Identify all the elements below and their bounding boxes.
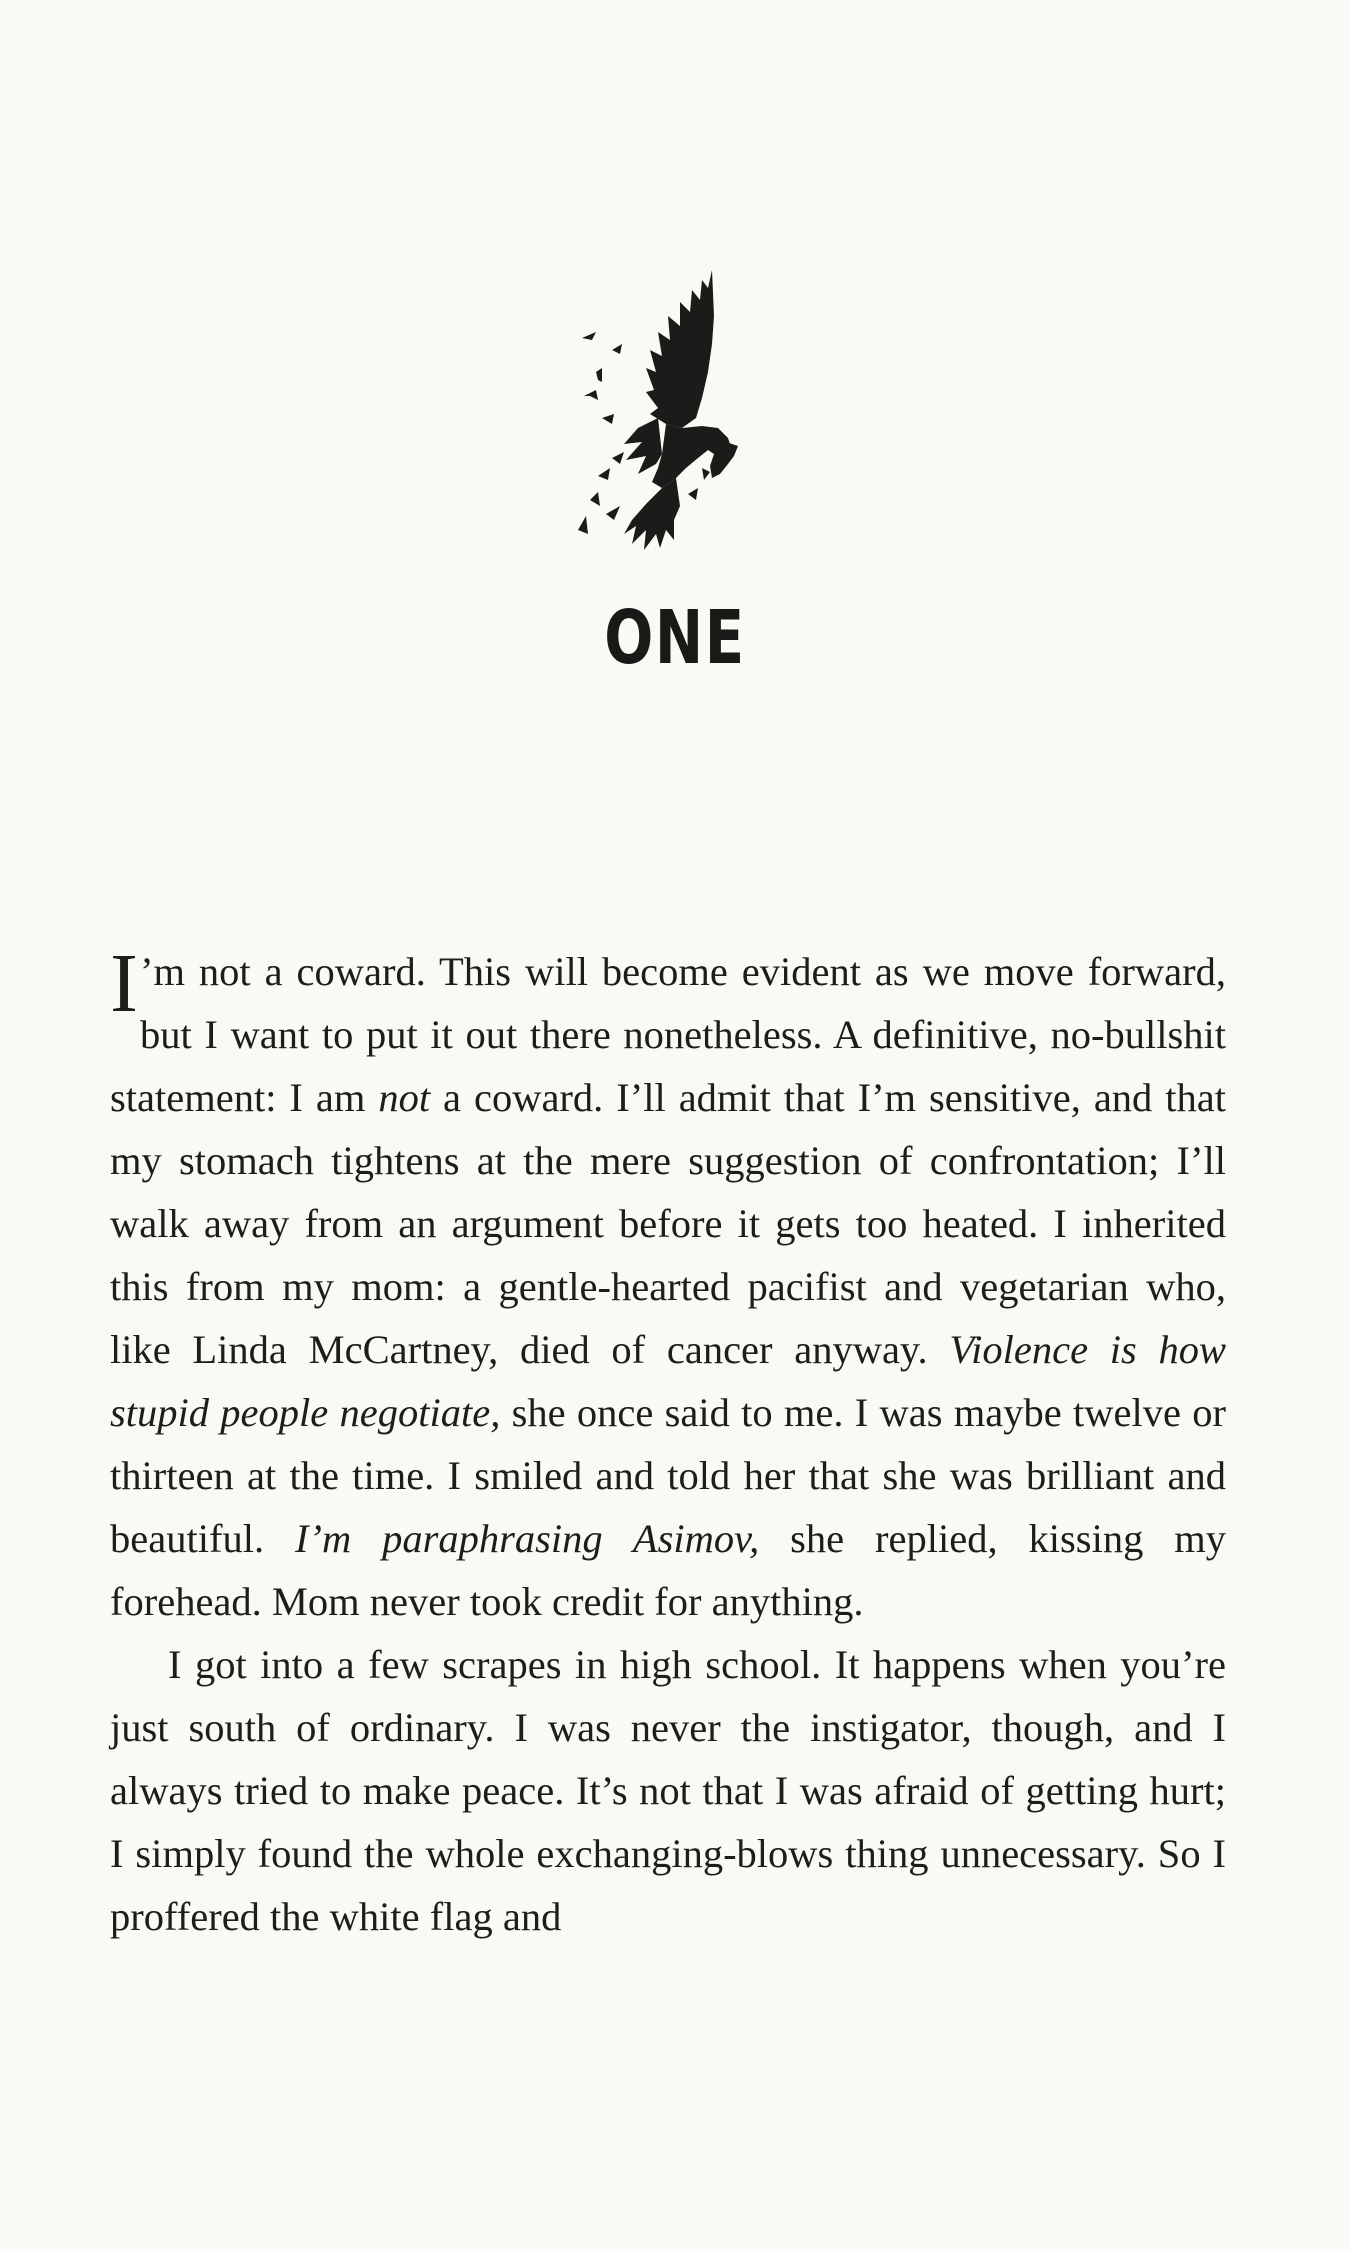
drop-cap: I	[110, 937, 138, 1030]
text-segment: she replied, kissing my forehead. Mom never took credit for anything.	[110, 1516, 1226, 1624]
italic-segment: I’m paraphrasing Asimov,	[295, 1516, 760, 1561]
text-segment: ’m not a coward. This will become evident as we move forward, but I want to put it out there nonetheless. A definitive, no-bullshit statement: I am	[110, 949, 1226, 1120]
chapter-title: ONE	[604, 595, 746, 681]
paragraph-1	[110, 937, 1227, 1633]
paragraph-2: I got into a few scrapes in high school. It happens when you’re just south of ordinary. I was never the instigator, though, and I always tried to make peace. It’s not that I was afraid of getting hurt; I simply found the whole exchanging-blows thing unnecessary. So I proffered the white flag and	[110, 1642, 1226, 1939]
italic-segment: not	[378, 1075, 431, 1120]
crow-icon	[562, 268, 772, 573]
text-segment: she once said to me. I was maybe twelve or thirteen at the time. I smiled and told her that she was brilliant and beautiful.	[110, 1390, 1226, 1561]
text-segment: a coward. I’ll admit that I’m sensitive, and that my stomach tightens at the mere suggestion of confrontation; I’ll walk away from an argument before it gets too heated. I inherited this from my mom: a gentle-hearted pacifist and vegetarian who, like Linda McCartney, died of cancer anyway.	[110, 1075, 1227, 1372]
chapter-body	[110, 937, 1227, 1948]
italic-segment: Violence is how stupid people negotiate,	[110, 1327, 1226, 1435]
